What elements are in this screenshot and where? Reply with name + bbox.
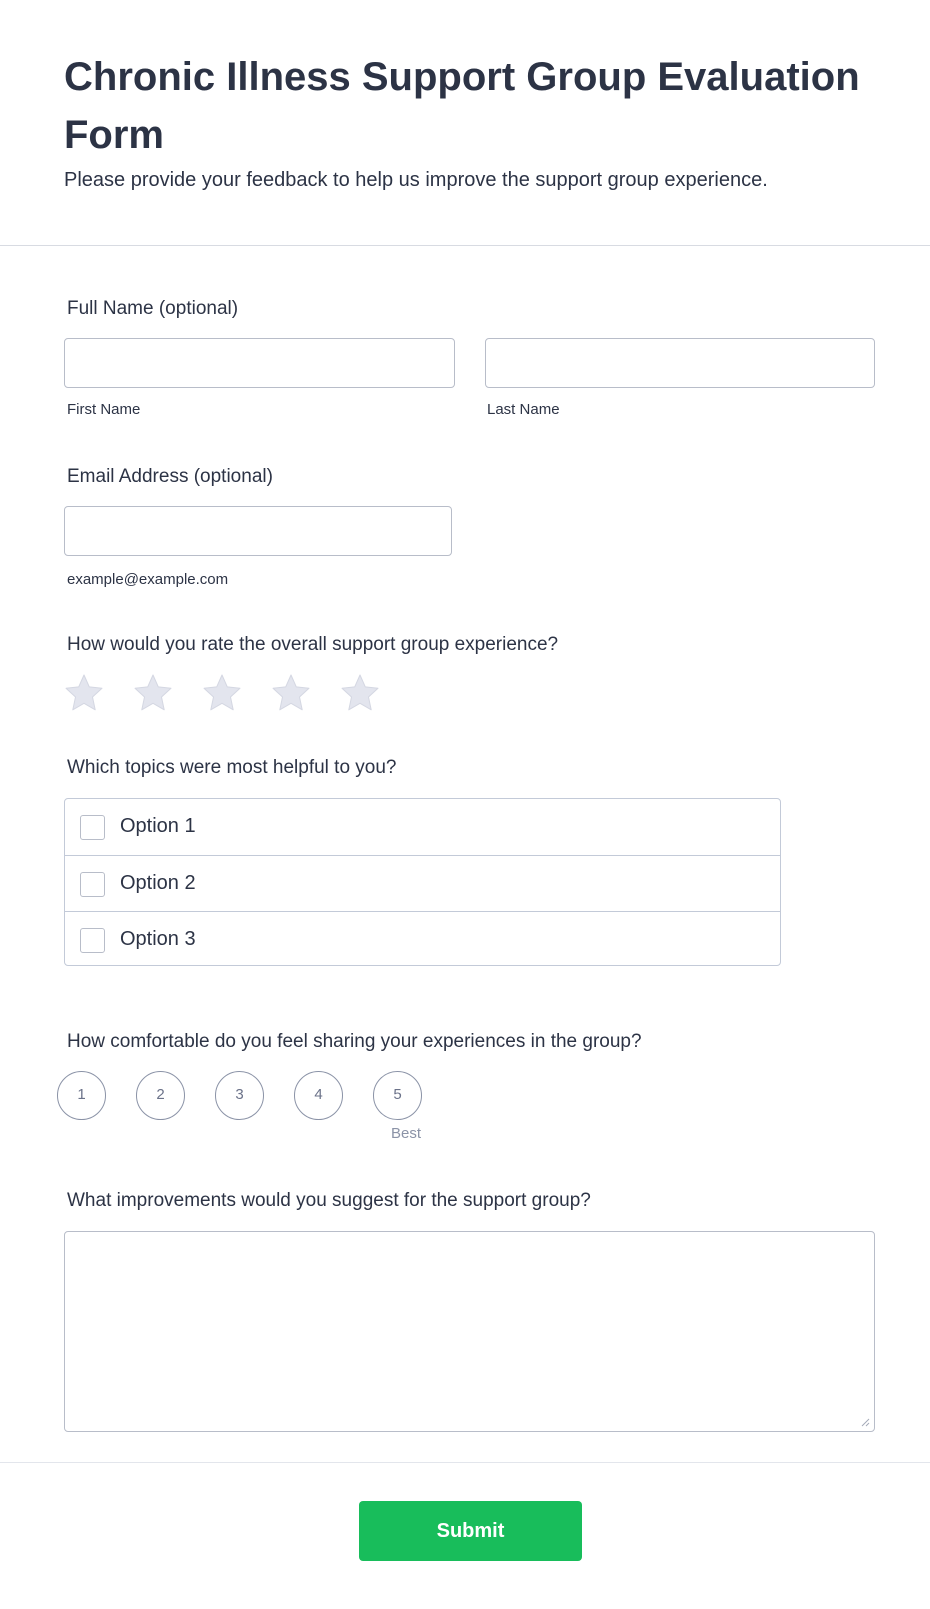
- star-icon[interactable]: [64, 673, 104, 713]
- form-subtitle: Please provide your feedback to help us improve the support group experience.: [64, 169, 768, 191]
- checkbox-option[interactable]: [65, 855, 780, 911]
- checkbox[interactable]: [80, 815, 105, 840]
- rating-label: How would you rate the overall support group experience?: [67, 634, 559, 655]
- form-title: Chronic Illness Support Group Evaluation Form: [64, 55, 860, 157]
- resize-handle-icon[interactable]: [860, 1417, 870, 1427]
- form-header: [0, 0, 930, 246]
- scale-option-5[interactable]: 5: [373, 1071, 422, 1120]
- first-name-sublabel: First Name: [67, 401, 141, 418]
- footer-divider: [0, 1462, 930, 1463]
- email-label: Email Address (optional): [67, 466, 273, 487]
- improvements-label: What improvements would you suggest for the support group?: [67, 1190, 591, 1211]
- checkbox[interactable]: [80, 872, 105, 897]
- submit-button[interactable]: Submit: [359, 1501, 582, 1561]
- checkbox-option[interactable]: [65, 799, 780, 855]
- scale-option-1[interactable]: 1: [57, 1071, 106, 1120]
- checkbox-label: Option 3: [120, 928, 196, 950]
- topics-checkbox-list: [64, 798, 781, 966]
- checkbox-label: Option 1: [120, 815, 196, 837]
- email-sublabel: example@example.com: [67, 571, 229, 588]
- star-icon[interactable]: [340, 673, 380, 713]
- star-icon[interactable]: [133, 673, 173, 713]
- scale-option-2[interactable]: 2: [136, 1071, 185, 1120]
- star-icon[interactable]: [271, 673, 311, 713]
- scale-option-3[interactable]: 3: [215, 1071, 264, 1120]
- last-name-input[interactable]: [485, 338, 875, 388]
- checkbox-option[interactable]: [65, 911, 780, 966]
- checkbox[interactable]: [80, 928, 105, 953]
- improvements-textarea[interactable]: [64, 1231, 875, 1432]
- scale-best-label: Best: [391, 1125, 422, 1142]
- email-input[interactable]: [64, 506, 452, 556]
- star-icon[interactable]: [202, 673, 242, 713]
- topics-label: Which topics were most helpful to you?: [67, 757, 397, 778]
- last-name-sublabel: Last Name: [487, 401, 560, 418]
- comfort-label: How comfortable do you feel sharing your experiences in the group?: [67, 1031, 642, 1052]
- first-name-input[interactable]: [64, 338, 455, 388]
- scale-option-4[interactable]: 4: [294, 1071, 343, 1120]
- checkbox-label: Option 2: [120, 872, 196, 894]
- full-name-label: Full Name (optional): [67, 298, 239, 319]
